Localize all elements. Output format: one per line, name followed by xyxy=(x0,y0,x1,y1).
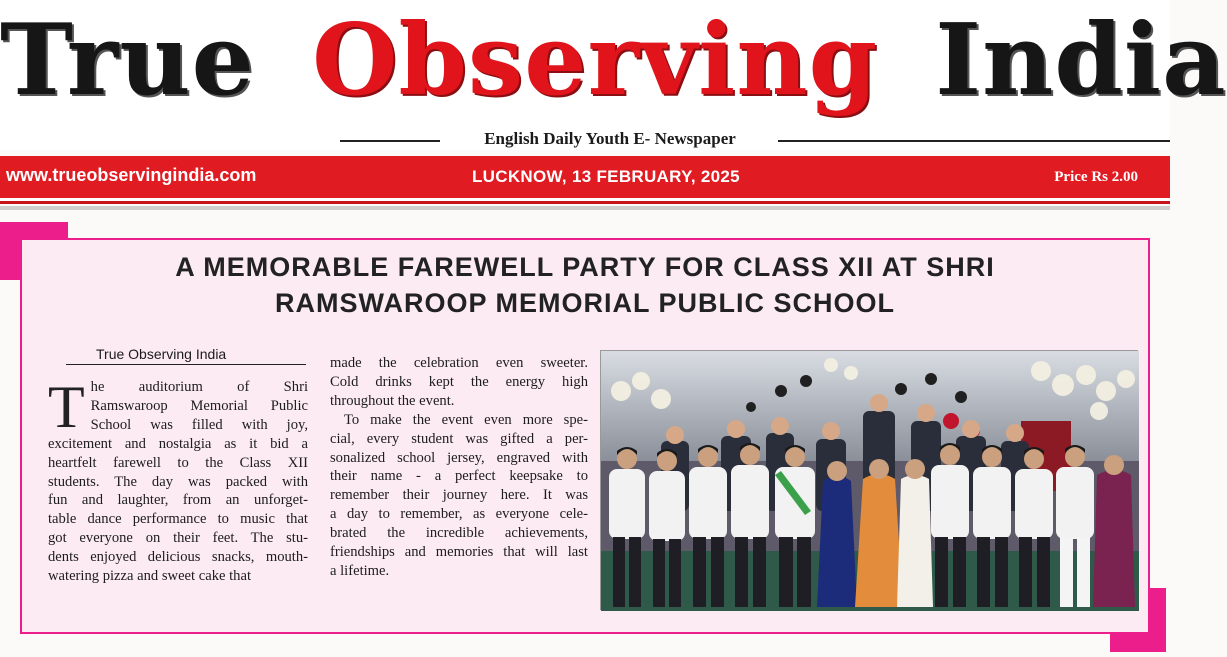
col2-line: Cold drinks kept the energy high xyxy=(330,373,588,390)
article-photo xyxy=(600,350,1138,610)
headline-line-1: A MEMORABLE FAREWELL PARTY FOR CLASS XII AT SHRI xyxy=(175,252,995,282)
col2-line: To make the event even more spe- xyxy=(344,411,588,428)
tagline: English Daily Youth E- Newspaper xyxy=(484,129,736,148)
col2-line: throughout the event. xyxy=(330,392,455,409)
website-link[interactable]: www.trueobservingindia.com xyxy=(6,165,257,185)
title-word-true: True xyxy=(0,3,256,118)
price-label: Price Rs 2.00 xyxy=(1054,169,1138,185)
col1-line: watering pizza and sweet cake that xyxy=(48,568,251,585)
col1-line: fun and laughter, from an unforget- xyxy=(48,492,308,509)
col1-line: excitement and nostalgia as it bid a xyxy=(48,435,308,452)
tagline-rule-right xyxy=(778,140,1170,142)
tagline-rule-left xyxy=(340,140,440,142)
col1-line: he auditorium of Shri xyxy=(90,379,308,395)
article-column-2 xyxy=(330,354,588,581)
masthead xyxy=(0,0,1227,150)
col1-line: got everyone on their feet. The stu- xyxy=(48,530,308,547)
col2-line: brated the incredible achievements, xyxy=(330,525,588,542)
col2-line: friendships and memories that will last xyxy=(330,544,588,561)
group-photo-illustration xyxy=(601,351,1139,611)
tagline-row xyxy=(0,128,1170,152)
col2-line: cial, every student was gifted a per- xyxy=(330,430,588,447)
col2-line: a lifetime. xyxy=(330,562,390,579)
article-headline xyxy=(50,249,1120,321)
col1-line: Ramswaroop Memorial Public xyxy=(90,397,308,414)
headline-line-2: RAMSWAROOP MEMORIAL PUBLIC SCHOOL xyxy=(274,288,895,318)
band-divider xyxy=(0,206,1170,210)
dateline: LUCKNOW, 13 FEBRUARY, 2025 xyxy=(472,167,740,186)
col1-line: table dance performance to music that xyxy=(48,511,308,528)
col1-line: heartfelt farewell to the Class XII xyxy=(48,454,308,471)
col2-line: a day to remember, as everyone cele- xyxy=(330,506,588,523)
article-column-1 xyxy=(48,374,308,586)
col2-line: made the celebration even sweeter. xyxy=(330,355,588,371)
title-word-observing: Observing xyxy=(312,3,879,118)
byline: True Observing India xyxy=(66,344,306,365)
col1-line: students. The day was packed with xyxy=(48,473,308,490)
col2-line: their name - a perfect keepsake to xyxy=(330,468,588,485)
drop-cap: T xyxy=(48,374,85,440)
title-word-india: India xyxy=(935,3,1227,118)
info-band xyxy=(0,156,1170,201)
col1-line: dents enjoyed delicious snacks, mouth- xyxy=(48,549,308,566)
col2-line: remember their journey here. It was xyxy=(330,487,588,504)
newspaper-title xyxy=(0,3,1227,118)
col1-line: School was filled with joy, xyxy=(90,416,308,433)
col2-line: sonalized school jersey, engraved with xyxy=(330,449,588,466)
